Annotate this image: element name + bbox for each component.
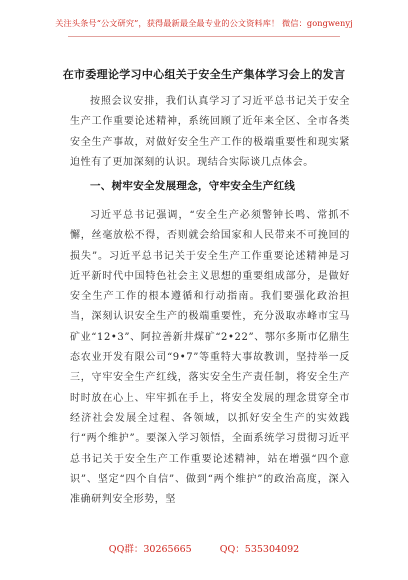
section-paragraph: 习近平总书记强调，“安全生产必须警钟长鸣、常抓不懈，丝毫放松不得，否则就会给国家和人民带来不可挽回的损失”。习近平总书记关于安全生产工作重要论述精神是习近平新时代中国特色社会主义思想的重要组成部分，是做好安全生产工作的根本遵循和行动指南。我们要强化政治担当，深刻认识安全生产的极端重要性，充分汲取赤峰市宝马矿业“12•3”、阿拉善新井煤矿“2•22”、鄂尔多斯市亿鼎生态农业开发有限公司“9•7”等重特大事故教训，坚持举一反三，守牢安全生产红线，落实安全生产责任制，将安全生产时时放在心上、牢牢抓在手上，将安全发展的理念贯穿全市经济社会发展全过程、各领域，以抓好安全生产的实效践行“两个维护”。要深入学习领悟，全面系统学习贯彻习近平总书记关于安全生产工作重要论述精神，站在增强“四个意识”、坚定“四个自信”、做到“两个维护”的政治高度，深入准确研判安全形势，坚	[70, 210, 350, 506]
document-title: 在市委理论学习中心组关于安全生产集体学习会上的发言	[62, 68, 346, 81]
footer-contact	[0, 541, 408, 555]
header-banner: 关注头条号“公文研究”，获得最新最全最专业的公文资料库！ 微信：gongwenyj	[55, 18, 353, 28]
footer-qq-number: QQ：535304092	[219, 544, 300, 555]
footer-qq-group: QQ群：30265665	[108, 544, 192, 555]
header-divider	[68, 36, 340, 37]
intro-paragraph: 按照会议安排，我们认真学习了习近平总书记关于安全生产工作重要论述精神，系统回顾了近年来全区、全市各类安全生产事故，对做好安全生产工作的极端重要性和现实紧迫性有了更加深刻的认识。现结合实际谈几点体会。	[70, 96, 350, 168]
section-heading: 一、树牢安全发展理念，守牢安全生产红线	[90, 180, 296, 192]
